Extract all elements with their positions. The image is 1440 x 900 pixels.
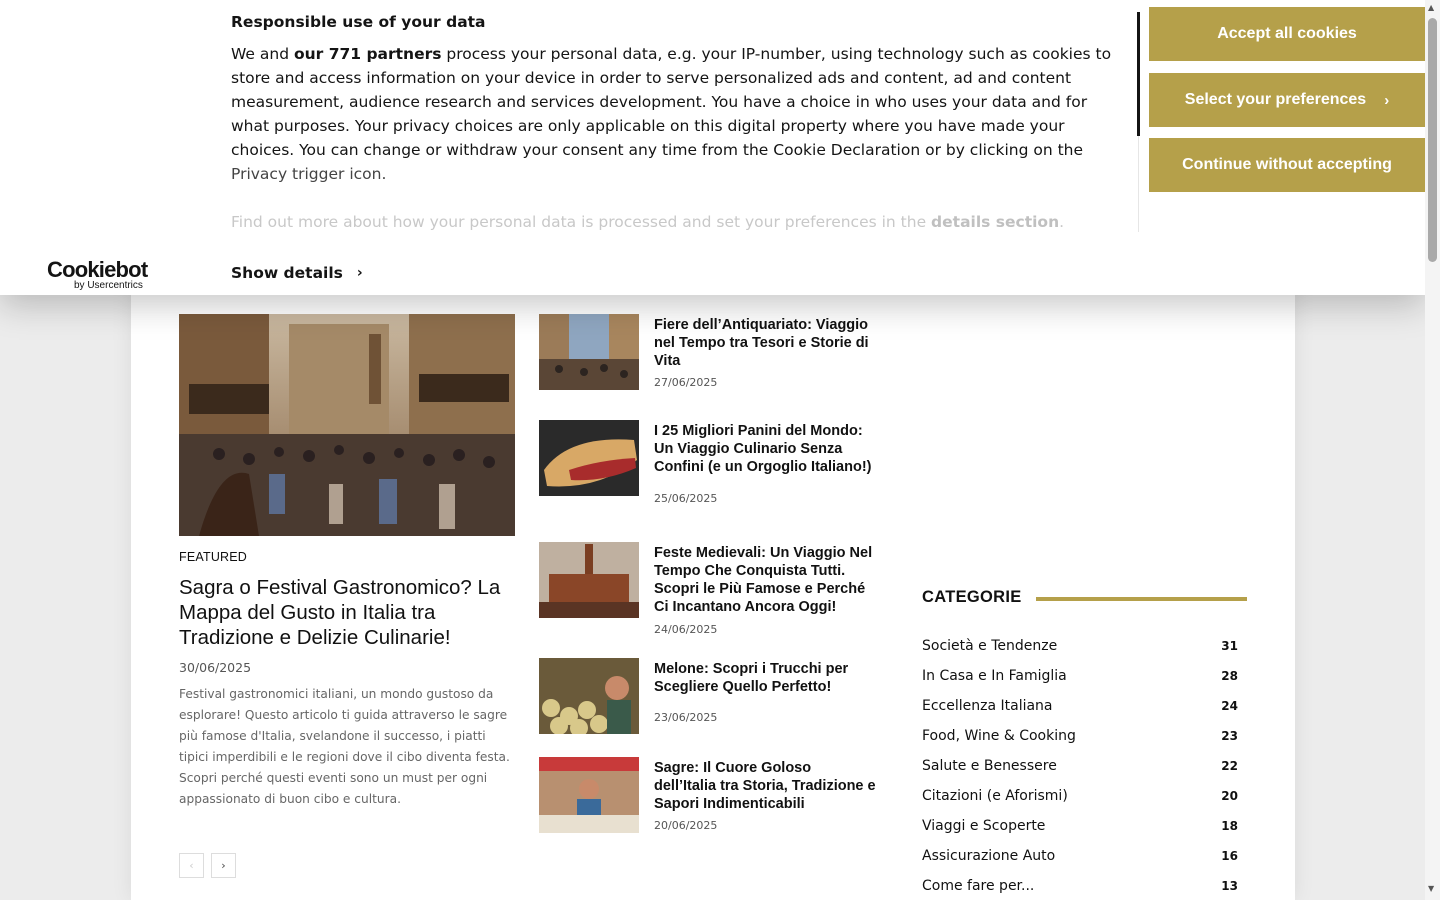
list-item[interactable] <box>539 420 879 510</box>
next-page-button[interactable]: › <box>211 853 236 878</box>
article-title[interactable]: Fiere dell’Antiquariato: Viaggio nel Tempo tra Tesori e Storie di Vita <box>654 317 869 369</box>
cookie-banner <box>0 0 1425 295</box>
category-item[interactable] <box>922 691 1238 721</box>
details-section-link[interactable]: details section <box>931 213 1060 231</box>
category-count: 18 <box>1221 819 1238 833</box>
featured-image[interactable] <box>179 314 515 536</box>
category-name: Salute e Benessere <box>922 758 1057 774</box>
article-thumbnail[interactable] <box>539 658 639 734</box>
list-item[interactable] <box>539 658 879 738</box>
list-item[interactable] <box>539 542 879 642</box>
list-item[interactable] <box>539 314 879 394</box>
article-title[interactable]: Melone: Scopri i Trucchi per Scegliere Quello Perfetto! <box>654 661 849 695</box>
category-item[interactable] <box>922 841 1238 871</box>
category-item[interactable] <box>922 781 1238 811</box>
category-item[interactable] <box>922 661 1238 691</box>
featured-excerpt: Festival gastronomici italiani, un mondo gustoso da esplorare! Questo articolo ti guida attraverso le sagre più famose d'Italia, svelandone il successo, i piatti tipici imperdibili e le regioni dove il cibo diventa festa. Scopri perché questi eventi sono un must per ogni appassionato di buon cibo e cultura. <box>179 687 510 806</box>
article-date: 24/06/2025 <box>654 623 718 636</box>
article-thumbnail[interactable] <box>539 314 639 390</box>
article-date: 27/06/2025 <box>654 376 718 389</box>
cookie-banner-text: We and our 771 partners process your personal data, e.g. your IP-number, using technology such as cookies to store and access information on your device in order to serve personalized ads and content, ad and content measurement, audience research and services development. You have a choice in who uses your data and for what purposes. Your privacy choices are only applicable on this digital property where you have made your choices. You can change or withdraw your consent any time from the Cookie Declaration or by clicking on the Privacy trigger icon. <box>231 45 1112 183</box>
category-name: Food, Wine & Cooking <box>922 728 1076 744</box>
chevron-right-icon: › <box>1384 91 1390 109</box>
category-name: Citazioni (e Aforismi) <box>922 788 1068 804</box>
category-name: In Casa e In Famiglia <box>922 668 1067 684</box>
category-item[interactable] <box>922 811 1238 841</box>
page-scrollbar[interactable] <box>1425 0 1440 900</box>
category-count: 13 <box>1221 879 1238 893</box>
category-name: Eccellenza Italiana <box>922 698 1053 714</box>
category-count: 20 <box>1221 789 1238 803</box>
category-item[interactable] <box>922 631 1238 661</box>
article-thumbnail[interactable] <box>539 757 639 833</box>
scroll-down-arrow-icon[interactable]: ▼ <box>1428 884 1435 893</box>
text-scroll-track <box>1138 136 1139 232</box>
category-name: Assicurazione Auto <box>922 848 1056 864</box>
accept-all-cookies-button[interactable]: Accept all cookies <box>1149 7 1425 61</box>
article-title[interactable]: Sagre: Il Cuore Goloso dell’Italia tra Storia, Tradizione e Sapori Indimenticabili <box>654 760 876 812</box>
select-preferences-button[interactable]: Select your preferences › <box>1149 73 1425 127</box>
article-title[interactable]: I 25 Migliori Panini del Mondo: Un Viaggio Culinario Senza Confini (e un Orgoglio Italiano!) <box>654 423 872 475</box>
category-count: 24 <box>1221 699 1238 713</box>
featured-date: 30/06/2025 <box>179 660 252 675</box>
category-count: 23 <box>1221 729 1238 743</box>
privacy-trigger-link[interactable]: Privacy trigger icon. <box>231 165 387 183</box>
prev-page-button[interactable]: ‹ <box>179 853 204 878</box>
article-thumbnail[interactable] <box>539 420 639 496</box>
show-details-button[interactable]: Show details › <box>231 264 363 282</box>
category-name: Viaggi e Scoperte <box>922 818 1046 834</box>
category-count: 16 <box>1221 849 1238 863</box>
category-count: 28 <box>1221 669 1238 683</box>
category-name: Società e Tendenze <box>922 638 1058 654</box>
categories-title: CATEGORIE <box>922 588 1022 606</box>
category-item[interactable] <box>922 751 1238 781</box>
article-thumbnail[interactable] <box>539 542 639 618</box>
categories-divider <box>1036 597 1247 601</box>
scroll-up-arrow-icon[interactable]: ▲ <box>1428 3 1435 12</box>
featured-label: FEATURED <box>179 550 248 564</box>
category-count: 22 <box>1221 759 1238 773</box>
category-item[interactable] <box>922 721 1238 751</box>
category-name: Come fare per... <box>922 878 1035 894</box>
scroll-thumb[interactable] <box>1428 18 1437 262</box>
featured-title[interactable]: Sagra o Festival Gastronomico? La Mappa del Gusto in Italia tra Tradizione e Delizie Culinarie! <box>179 576 501 649</box>
text-scroll-indicator[interactable] <box>1137 12 1140 136</box>
partners-link[interactable]: our 771 partners <box>293 45 442 63</box>
article-title[interactable]: Feste Medievali: Un Viaggio Nel Tempo Che Conquista Tutti. Scopri le Più Famose e Perché Ci Incantano Ancora Oggi! <box>654 545 873 615</box>
category-count: 31 <box>1221 639 1238 653</box>
article-date: 20/06/2025 <box>654 819 718 832</box>
article-date: 23/06/2025 <box>654 711 718 724</box>
list-item[interactable] <box>539 757 879 837</box>
article-date: 25/06/2025 <box>654 492 718 505</box>
category-item[interactable] <box>922 871 1238 900</box>
continue-without-accepting-button[interactable]: Continue without accepting <box>1149 138 1425 192</box>
cookiebot-logo: Cookiebot by Usercentrics <box>47 257 148 291</box>
chevron-right-icon: › <box>356 265 363 281</box>
cookie-banner-more-text: Find out more about how your personal data is processed and set your preferences in the details section. <box>231 213 1065 231</box>
cookie-banner-title: Responsible use of your data <box>231 13 486 31</box>
